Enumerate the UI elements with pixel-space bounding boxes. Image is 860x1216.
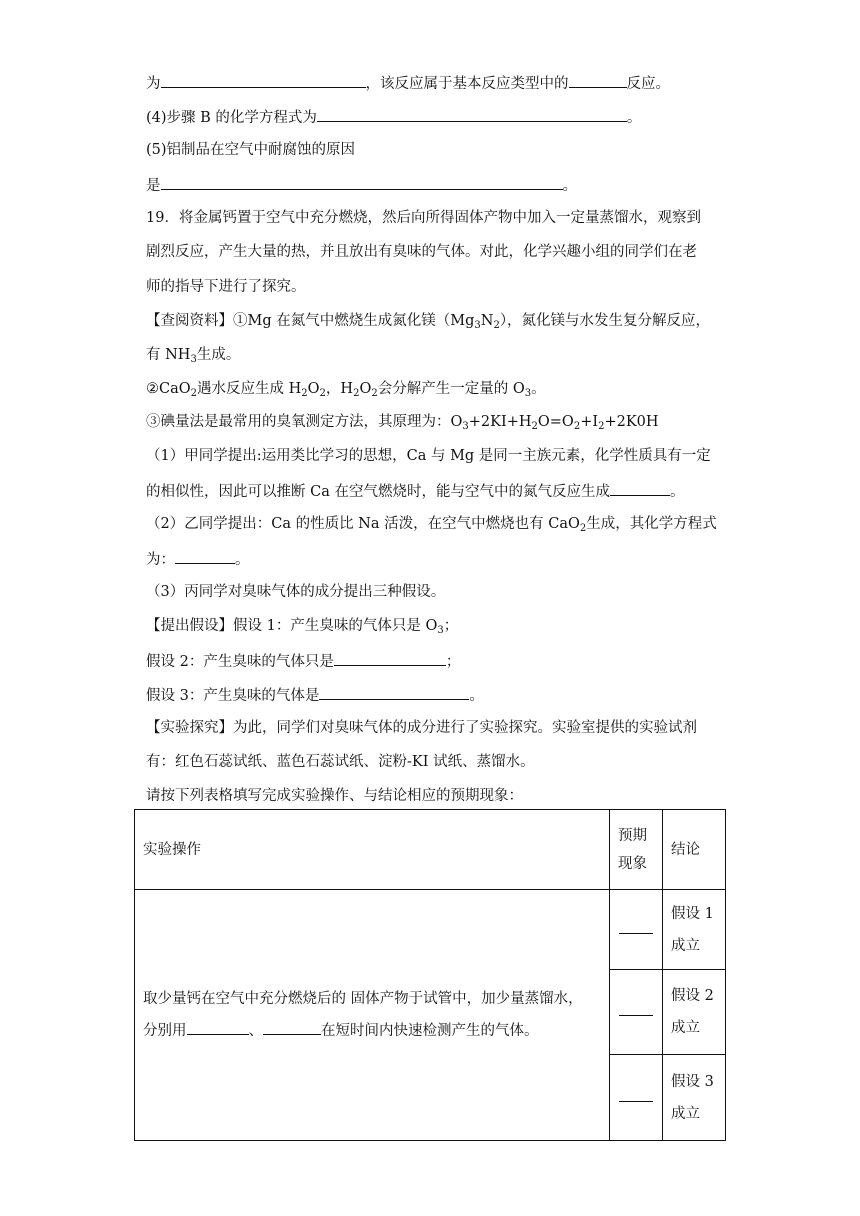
text: O=O — [537, 414, 574, 430]
text: ②CaO — [146, 381, 191, 397]
answer-blank[interactable] — [569, 72, 627, 88]
subscript: 2 — [579, 523, 587, 534]
text: ③碘量法是最常用的臭氧测定方法，其原理为：O — [146, 414, 463, 430]
answer-blank[interactable] — [175, 548, 235, 564]
text: 取少量钙在空气中充分燃烧后的 固体产物于试管中，加少量蒸馏水， — [143, 991, 583, 1007]
subscript: 2 — [190, 388, 198, 399]
experiment-line-2 — [146, 752, 535, 772]
conclusion-cell — [663, 890, 726, 970]
line-reaction-type — [146, 72, 670, 94]
hypothesis-1 — [146, 616, 458, 636]
part-1-line-1 — [146, 446, 711, 466]
answer-blank[interactable] — [619, 918, 653, 934]
text: 、 — [248, 1023, 263, 1039]
hypothesis-3 — [146, 684, 484, 706]
question-19-line-1 — [146, 208, 701, 228]
subscript: 2 — [493, 320, 500, 331]
subscript: 2 — [371, 388, 378, 399]
subscript: 2 — [353, 388, 360, 399]
subscript: 2 — [531, 421, 538, 432]
text: 有：红色石蕊试纸、蓝色石蕊试纸、淀粉-KI 试纸、蒸馏水。 — [146, 754, 535, 770]
text: ； — [445, 654, 461, 670]
question-4 — [146, 106, 641, 128]
reference-3 — [146, 412, 659, 432]
header-operation: 实验操作 — [135, 810, 610, 890]
text: 为： — [146, 552, 175, 568]
phenomenon-cell — [610, 970, 663, 1055]
part-2-line-2 — [146, 548, 250, 570]
subscript: 3 — [190, 354, 197, 365]
experiment-table — [134, 809, 726, 1141]
text: 假设 2 — [671, 988, 714, 1004]
text: 生成，其化学方程式 — [586, 516, 717, 532]
text: 为 — [146, 76, 161, 92]
part-2-line-1 — [146, 514, 717, 534]
subscript: 2 — [319, 388, 326, 399]
text: 假设 1 — [671, 905, 714, 922]
text: 假设 3：产生臭味的气体是 — [146, 688, 320, 704]
question-5 — [146, 140, 355, 160]
answer-blank[interactable] — [610, 480, 670, 496]
answer-blank[interactable] — [187, 1019, 249, 1035]
text: 会分解产生一定量的 O — [377, 381, 525, 397]
question-19-line-2 — [146, 242, 697, 262]
text: 请按下列表格填写完成实验操作、与结论相应的预期现象： — [146, 788, 523, 804]
conclusion-cell — [663, 970, 726, 1055]
part-3 — [146, 582, 445, 602]
text: 现象 — [618, 855, 647, 872]
question-5-answer — [146, 174, 577, 196]
header-phenomenon — [610, 810, 663, 890]
text: （3）丙同学对臭味气体的成分提出三种假设。 — [146, 584, 446, 600]
subscript: 3 — [437, 625, 444, 636]
subscript: 2 — [301, 388, 308, 399]
text: O — [307, 381, 320, 397]
answer-blank[interactable] — [619, 1000, 653, 1016]
text: 19．将金属钙置于空气中充分燃烧，然后向所得固体产物中加入一定量蒸馏水，观察到 — [146, 210, 701, 226]
text: ； — [443, 618, 459, 634]
question-19-line-3 — [146, 277, 306, 297]
text: （1）甲同学提出:运用类比学习的思想，Ca 与 Mg 是同一主族元素，化学性质具有一定 — [146, 448, 711, 464]
answer-blank[interactable] — [319, 684, 469, 700]
text: 。 — [562, 178, 577, 194]
part-1-line-2 — [146, 480, 684, 502]
experiment-line-1 — [146, 718, 697, 738]
answer-blank[interactable] — [317, 106, 627, 122]
hypothesis-2 — [146, 650, 460, 672]
text: ，该反应属于基本反应类型中的 — [365, 76, 569, 92]
subscript: 3 — [524, 388, 532, 399]
subscript: 2 — [598, 421, 605, 432]
experiment-line-3 — [146, 786, 523, 806]
text: (5)铝制品在空气中耐腐蚀的原因 — [146, 142, 356, 158]
text: 预期 — [618, 827, 647, 844]
text: （2）乙同学提出：Ca 的性质比 Na 活泼，在空气中燃烧也有 CaO — [146, 516, 580, 532]
text: 分别用 — [143, 1023, 187, 1039]
text: +I — [580, 414, 599, 430]
subscript: 2 — [573, 421, 581, 432]
header-conclusion: 结论 — [663, 810, 726, 890]
text: 。 — [669, 484, 685, 500]
text: 是 — [146, 178, 161, 194]
text: 剧烈反应，产生大量的热，并且放出有臭味的气体。对此，化学兴趣小组的同学们在老 — [146, 244, 697, 260]
subscript: 3 — [462, 421, 469, 432]
text: 在短时间内快速检测产生的气体。 — [321, 1023, 539, 1039]
text: (4)步骤 B 的化学方程式为 — [146, 110, 317, 126]
answer-blank[interactable] — [161, 174, 563, 190]
reference-2 — [146, 379, 546, 399]
text: 师的指导下进行了探究。 — [146, 279, 306, 295]
text: 假设 3 — [671, 1073, 714, 1090]
text: 成立 — [671, 937, 700, 954]
text: +2K0H — [604, 414, 659, 430]
text: 假设 2：产生臭味的气体只是 — [146, 654, 334, 670]
text: 遇水反应生成 H — [197, 381, 302, 397]
answer-blank[interactable] — [263, 1019, 321, 1035]
table-row — [135, 890, 726, 970]
text: ），氮化镁与水发生复分解反应， — [499, 313, 711, 329]
answer-blank[interactable] — [334, 650, 446, 666]
answer-blank[interactable] — [619, 1086, 653, 1102]
text: ，H — [325, 381, 354, 397]
text: 反应。 — [626, 76, 670, 92]
operation-cell — [135, 890, 610, 1141]
phenomenon-cell — [610, 1055, 663, 1141]
text: 成立 — [671, 1020, 700, 1036]
reference-1 — [146, 311, 710, 331]
text: O — [359, 381, 372, 397]
text: 的相似性，因此可以推断 Ca 在空气燃烧时，能与空气中的氮气反应生成 — [146, 484, 610, 500]
text: 【实验探究】为此，同学们对臭味气体的成分进行了实验探究。实验室提供的实验试剂 — [146, 720, 697, 736]
text: 【查阅资料】①Mg 在氮气中燃烧生成氮化镁（Mg — [146, 313, 475, 329]
text: +2KI+H — [468, 414, 532, 430]
operation-line-2 — [143, 1015, 601, 1047]
table-header-row — [135, 810, 726, 890]
subscript: 3 — [474, 320, 481, 331]
conclusion-cell — [663, 1055, 726, 1141]
phenomenon-cell — [610, 890, 663, 970]
reference-1-cont — [146, 345, 240, 365]
text: 。 — [235, 552, 250, 568]
text: 。 — [531, 381, 546, 397]
text: 有 NH — [146, 347, 191, 363]
text: 【提出假设】假设 1：产生臭味的气体只是 O — [146, 618, 438, 634]
text: 。 — [626, 110, 642, 126]
text: N — [480, 313, 494, 329]
text: 成立 — [671, 1105, 700, 1122]
text: 生成。 — [196, 347, 241, 363]
text: 。 — [469, 688, 484, 704]
answer-blank[interactable] — [161, 72, 366, 88]
